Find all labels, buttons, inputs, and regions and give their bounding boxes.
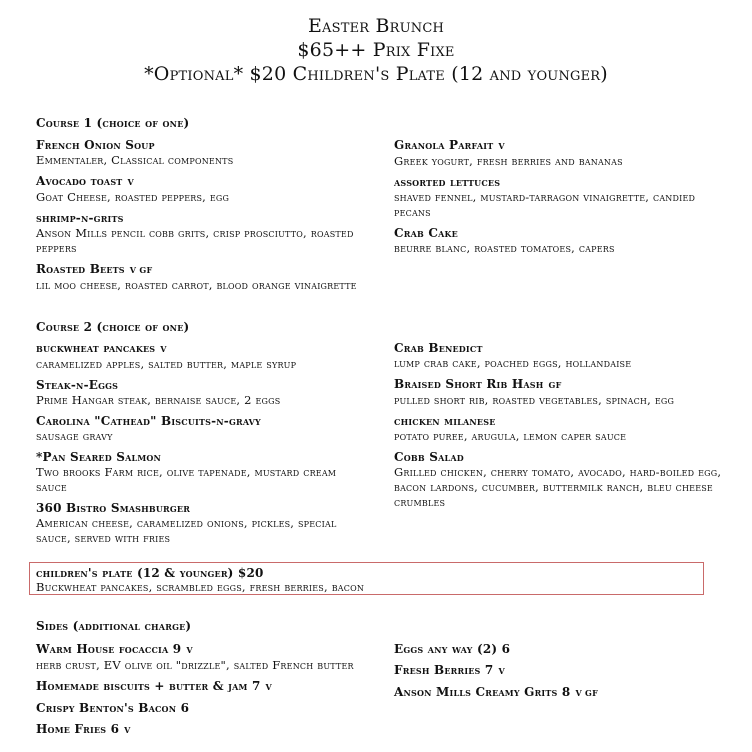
- menu-item-name: [36, 341, 366, 357]
- menu-item-description: Anson Mills pencil cobb grits, crisp prosciutto, roasted peppers: [36, 226, 354, 255]
- menu-item-name: [36, 138, 366, 153]
- menu-item: [36, 679, 366, 695]
- menu-item-description: lil moo cheese, roasted carrot, blood orange vinaigrette: [36, 278, 357, 292]
- menu-item: [394, 450, 724, 510]
- menu-item-name-text: Cobb Salad: [394, 450, 464, 464]
- course2-title: Course 2 (choice of one): [36, 320, 190, 334]
- menu-item: [36, 138, 366, 168]
- menu-item: [36, 341, 366, 372]
- course1-right-column: [394, 138, 724, 262]
- dietary-tag: V GF: [575, 688, 599, 698]
- menu-item-name: [394, 175, 724, 190]
- menu-item: [394, 685, 724, 701]
- dietary-tag: GF: [548, 380, 562, 390]
- menu-item-name-text: Steak-n-Eggs: [36, 378, 119, 392]
- menu-item: [36, 722, 366, 738]
- menu-item-name: [36, 211, 366, 226]
- menu-item-name: [394, 341, 724, 356]
- menu-item-name: [394, 377, 724, 393]
- menu-item-name: [36, 450, 366, 465]
- menu-item-name: [394, 138, 724, 154]
- menu-item-name-text: Crab Benedict: [394, 341, 483, 355]
- dietary-tag: V: [498, 141, 505, 151]
- childrens-plate-name: children's plate (12 & younger) $20: [36, 566, 264, 580]
- menu-item: [394, 138, 724, 169]
- menu-item-name-text: Roasted Beets: [36, 262, 125, 276]
- menu-item-name: [394, 685, 724, 701]
- menu-item: [394, 663, 724, 679]
- menu-item-description: potato puree, arugula, lemon caper sauce: [394, 429, 627, 443]
- dietary-tag: V: [124, 725, 131, 735]
- menu-item-description: Goat Cheese, roasted peppers, egg: [36, 190, 230, 204]
- menu-title: Easter Brunch: [307, 15, 445, 37]
- menu-item-name-text: Eggs any way (2) 6: [394, 642, 511, 656]
- menu-item-name-text: Fresh Berries 7: [394, 663, 494, 677]
- menu-item: [394, 414, 724, 444]
- course2-right-column: [394, 341, 724, 516]
- menu-item-description: sausage gravy: [36, 429, 113, 443]
- menu-item-description: Grilled chicken, cherry tomato, avocado, hard-boiled egg, bacon lardons, cucumber, buttermilk ranch, bleu cheese crumbles: [394, 465, 722, 509]
- course2-left-column: [36, 341, 366, 552]
- menu-item: [394, 341, 724, 371]
- childrens-plate-box: [29, 562, 704, 595]
- menu-item-description: pulled short rib, roasted vegetables, spinach, egg: [394, 393, 675, 407]
- menu-item-description: Two brooks Farm rice, olive tapenade, mustard cream sauce: [36, 465, 337, 494]
- menu-item-name-text: Granola Parfait: [394, 138, 494, 152]
- menu-item-name: [36, 262, 366, 278]
- menu-item: [394, 642, 724, 657]
- menu-item-name-text: Home Fries 6: [36, 722, 120, 736]
- menu-item-description: herb crust, EV olive oil "drizzle", salted French butter: [36, 658, 354, 672]
- dietary-tag: V: [127, 177, 134, 187]
- menu-header: [0, 14, 752, 86]
- menu-item-name: [36, 722, 366, 738]
- sides-title: Sides (additional charge): [36, 619, 192, 633]
- menu-item-name: [394, 414, 724, 429]
- course1-left-column: [36, 138, 366, 299]
- menu-item: [36, 211, 366, 256]
- menu-item: [36, 701, 366, 716]
- menu-item: [36, 414, 366, 444]
- menu-item-description: Greek yogurt, fresh berries and bananas: [394, 154, 623, 168]
- menu-item-name: [36, 642, 366, 658]
- menu-item-name-text: chicken milanese: [394, 414, 496, 428]
- dietary-tag: V: [160, 344, 167, 354]
- menu-item: [36, 262, 366, 293]
- menu-item-name-text: French Onion Soup: [36, 138, 155, 152]
- menu-item-description: Emmentaler, Classical components: [36, 153, 234, 167]
- menu-item-description: lump crab cake, poached eggs, hollandaise: [394, 356, 632, 370]
- menu-item: [394, 377, 724, 408]
- menu-item-name-text: *Pan Seared Salmon: [36, 450, 162, 464]
- menu-item-description: caramelized apples, salted butter, maple syrup: [36, 357, 297, 371]
- menu-item-description: shaved fennel, mustard-tarragon vinaigrette, candied pecans: [394, 190, 696, 219]
- menu-item-name-text: buckwheat pancakes: [36, 341, 156, 355]
- menu-item-name: [394, 450, 724, 465]
- menu-item-name: [36, 414, 366, 429]
- menu-item-name-text: shrimp-n-grits: [36, 211, 124, 225]
- dietary-tag: V: [186, 645, 193, 655]
- menu-item: [394, 175, 724, 220]
- menu-item-name-text: Homemade biscuits + butter & jam 7: [36, 679, 261, 693]
- menu-item-name: [394, 226, 724, 241]
- menu-item-name-text: Carolina "Cathead" Biscuits-n-gravy: [36, 414, 261, 428]
- menu-item-description: Prime Hangar steak, bernaise sauce, 2 eggs: [36, 393, 281, 407]
- childrens-plate-desc: Buckwheat pancakes, scrambled eggs, fresh berries, bacon: [36, 580, 365, 594]
- menu-item: [36, 174, 366, 205]
- menu-item-description: American cheese, caramelized onions, pickles, special sauce, served with fries: [36, 516, 337, 545]
- menu-item-name: [36, 679, 366, 695]
- childrens-plate-note: *Optional* $20 Children's Plate (12 and younger): [144, 63, 608, 85]
- menu-item: [36, 501, 366, 546]
- dietary-tag: V: [265, 682, 273, 692]
- prix-fixe-price: $65++ Prix Fixe: [297, 39, 455, 61]
- menu-item-name: [36, 174, 366, 190]
- sides-left-column: [36, 642, 366, 744]
- menu-item-name-text: Crab Cake: [394, 226, 458, 240]
- sides-right-column: [394, 642, 724, 707]
- menu-item-description: beurre blanc, roasted tomatoes, capers: [394, 241, 615, 255]
- menu-item: [36, 378, 366, 408]
- menu-item-name-text: Warm House focaccia 9: [36, 642, 182, 656]
- menu-item-name-text: Anson Mills Creamy Grits 8: [394, 685, 571, 699]
- menu-item-name-text: Avocado toast: [36, 174, 123, 188]
- dietary-tag: V: [498, 666, 505, 676]
- menu-item: [394, 226, 724, 256]
- menu-item-name-text: Crispy Benton's Bacon 6: [36, 701, 190, 715]
- menu-item: [36, 642, 366, 673]
- menu-item: [36, 450, 366, 495]
- menu-item-name: [36, 501, 366, 516]
- menu-item-name-text: Braised Short Rib Hash: [394, 377, 544, 391]
- menu-item-name: [394, 642, 724, 657]
- dietary-tag: V GF: [129, 265, 153, 275]
- course1-title: Course 1 (choice of one): [36, 116, 190, 130]
- menu-item-name-text: 360 Bistro Smashburger: [36, 501, 191, 515]
- menu-item-name: [36, 378, 366, 393]
- menu-item-name: [36, 701, 366, 716]
- menu-item-name-text: assorted lettuces: [394, 175, 501, 189]
- menu-item-name: [394, 663, 724, 679]
